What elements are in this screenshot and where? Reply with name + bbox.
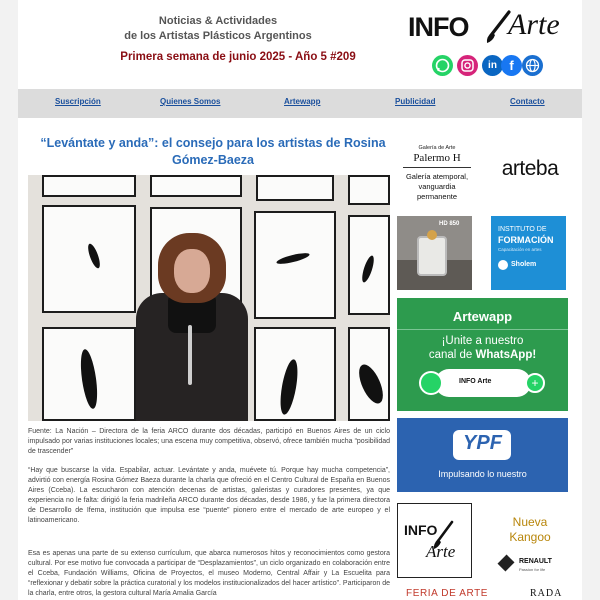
ad-instituto-formacion[interactable] xyxy=(491,216,566,290)
ad-rada[interactable] xyxy=(524,586,574,600)
ypf-logo: YPF xyxy=(463,432,502,454)
infoarte-ad-arte: Arte xyxy=(426,542,456,561)
nav-artewapp[interactable]: Artewapp xyxy=(284,97,321,106)
arteba-logo: arteba xyxy=(501,157,559,180)
palermo-tagline-2: vanguardia xyxy=(418,182,456,191)
logo-arte-text: Arte xyxy=(508,8,560,41)
nav-suscripcion[interactable]: Suscripción xyxy=(55,97,101,106)
ad-arteba[interactable] xyxy=(490,145,570,195)
article-paragraph-3: Esa es apenas una parte de su extenso currículum, que abarca numerosos hitos y reconocimientos como gestora cultural. Por ese motivo fue convocada a participar de “Desplazamientos”, un ciclo organizado en colaboración entre el Cceba, Fundación Williams, Oficina de Proyectos, el museo Moderno, Central Affair y La Escuelita para “reflexionar y debatir sobre la práctica curatorial y los modelos institucionalizados del hacer artístico”. Participaron de la charla, entre otros, la gestora cultural María Amalia García xyxy=(28,550,390,597)
whatsapp-icon xyxy=(419,371,443,395)
artwork-frame xyxy=(256,175,334,201)
linkedin-icon[interactable]: in xyxy=(482,55,503,76)
article-photo xyxy=(28,175,390,421)
header xyxy=(18,0,582,88)
artwork-frame xyxy=(150,175,242,197)
ypf-slogan: Impulsando lo nuestro xyxy=(438,469,527,479)
artewapp-title: Artewapp xyxy=(452,309,513,324)
ad-hd850[interactable] xyxy=(397,216,472,290)
nav-quienes-somos[interactable]: Quienes Somos xyxy=(160,97,221,106)
instituto-line-2: FORMACIÓN xyxy=(498,235,554,245)
palermo-tagline-1: Galería atemporal, xyxy=(405,172,469,181)
artwork-frame xyxy=(254,327,336,421)
add-icon: + xyxy=(525,373,545,393)
logo-info-text: INFO xyxy=(408,12,469,42)
facebook-icon[interactable]: f xyxy=(501,55,522,76)
artwork-frame xyxy=(348,175,390,205)
ad-renault-kangoo[interactable] xyxy=(491,503,569,581)
top-nav xyxy=(18,89,582,118)
artwork-frame xyxy=(42,175,136,197)
nav-publicidad[interactable]: Publicidad xyxy=(395,97,436,106)
infoarte-logo[interactable] xyxy=(408,6,568,50)
artewapp-line-2: canal de WhatsApp! xyxy=(428,349,537,361)
artwork-frame xyxy=(42,327,136,421)
palermo-small-label: Galería de Arte xyxy=(418,145,456,151)
article-title[interactable]: “Levántate y anda”: el consejo para los artistas de Rosina Gómez-Baeza xyxy=(40,136,386,167)
header-title-line1: Noticias & Actividades xyxy=(158,15,278,27)
instituto-line-1: INSTITUTO DE xyxy=(498,226,547,233)
artewapp-line-1: ¡Unite a nuestro xyxy=(441,335,524,347)
instagram-icon[interactable] xyxy=(457,55,478,76)
kangoo-line-1: Nueva xyxy=(512,515,548,529)
ad-palermo-h[interactable] xyxy=(397,135,477,207)
ad-feria-de-arte[interactable] xyxy=(406,586,506,600)
header-title xyxy=(78,14,358,44)
kangoo-line-2: Kangoo xyxy=(509,530,551,544)
ad-infoarte[interactable] xyxy=(397,503,472,578)
nav-contacto[interactable]: Contacto xyxy=(510,97,545,106)
hd-label: HD 850 xyxy=(439,221,460,227)
ad-ypf[interactable] xyxy=(397,418,568,492)
palermo-name: Palermo H xyxy=(413,152,461,164)
instituto-small: Capacitación en artes xyxy=(498,247,542,252)
renault-tagline: Passion for life xyxy=(519,567,546,572)
palermo-tagline-3: permanente xyxy=(416,192,458,201)
sholem-label: Sholem xyxy=(511,261,537,268)
artwork-frame xyxy=(254,211,336,319)
social-links xyxy=(432,55,562,77)
renault-diamond-icon xyxy=(498,555,515,572)
artewapp-mini-logo: INFO Arte xyxy=(459,378,492,385)
feria-label: FERIA DE ARTE xyxy=(406,588,489,599)
newsletter-page xyxy=(18,0,582,600)
renault-label: RENAULT xyxy=(519,558,552,565)
infoarte-ad-info: INFO xyxy=(404,522,438,538)
header-title-line2: de los Artistas Plásticos Argentinos xyxy=(124,30,312,42)
article-paragraph-1: Fuente: La Nación – Directora de la feria ARCO durante dos décadas, participó en Buenos Aires de un ciclo impulsado por varias instituciones locales; una escena muy competitiva, observó, ofrece también mucha “posibilidad de trascender” xyxy=(28,428,390,455)
person-face xyxy=(174,249,210,293)
artwork-frame xyxy=(42,205,136,313)
web-icon[interactable] xyxy=(522,55,543,76)
article-paragraph-2: “Hay que buscarse la vida. Espabilar, actuar. Levántate y anda, muévete tú. Porque hay mucha competencia”, advirtió con energía Rosina Gómez Baeza durante la charla que ofreció en el Centro Cultural de España en Buenos Aires (Cceba). La escucharon con atención decenas de artistas, galeristas y curadores presentes, ya que experiencia no le falta: dirigió la feria madrileña ARCO durante dos décadas, desde 1986, y fue la primera directora de Desarrollo de Ifema, institución que impulsa ese “puente” pionero entre el mercado de arte europeo y el latinoamericano. xyxy=(28,467,390,524)
ad-artewapp[interactable] xyxy=(397,298,568,411)
artwork-frame xyxy=(348,327,390,421)
artwork-frame xyxy=(348,215,390,315)
rada-label: RADA xyxy=(530,588,563,599)
whatsapp-icon[interactable] xyxy=(432,55,453,76)
edition-label: Primera semana de junio 2025 - Año 5 #209 xyxy=(120,51,356,63)
